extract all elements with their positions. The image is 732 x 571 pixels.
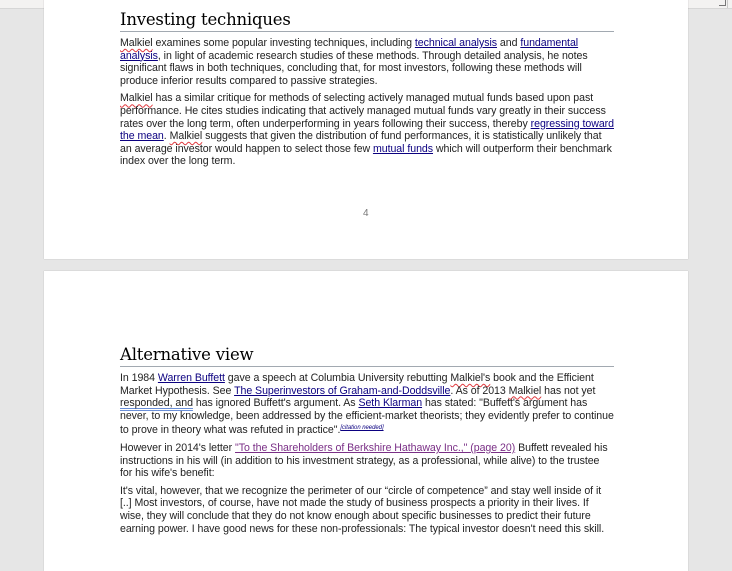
text: and (497, 37, 521, 49)
document-page-5[interactable] (44, 271, 688, 571)
text: which will outperform their benchmark index over the long term. (120, 142, 612, 168)
page-content (120, 10, 614, 168)
text: suggests that given the distribution of fund performances, it is statistically unlikely that an average investor would happen to select those few (120, 130, 602, 155)
link-technical-analysis[interactable]: technical analysis (414, 37, 498, 49)
link-fundamental-analysis[interactable]: fundamental analysis (120, 37, 579, 62)
styles-dialog-launcher-icon[interactable] (719, 0, 726, 6)
paragraph (120, 37, 614, 87)
text: . As of 2013 (450, 384, 509, 397)
link-regressing-toward-the-mean[interactable]: regressing toward the mean (120, 117, 614, 143)
document-page-4[interactable] (44, 0, 688, 259)
citation-needed (340, 425, 383, 431)
page-number: 4 (363, 208, 369, 219)
misspelled-word[interactable]: Malkiel (169, 130, 203, 143)
misspelled-word[interactable]: Malkiel (120, 37, 153, 49)
text: has ignored Buffett's argument. As (192, 397, 359, 410)
text: , in light of academic research studies of these methods. Through detailed analysis, he notes significant flaws in both techniques, concluding that, for most investors, following these methods will produce inferior results compared to passive strategies. (120, 49, 588, 87)
text: has stated: "Buffett's argument has never, to my knowledge, been addressed by the efficient-market theorists; they evidently prefer to continue to prove in theory what was refuted in practice". (120, 397, 614, 437)
text: . (163, 130, 170, 143)
text: has a similar critique for methods of selecting actively managed mutual funds based upon past performance. He cites studies indicating that actively managed mutual funds vary greatly in their success rates over the long term, often underperforming in years following their success, thereby (120, 92, 606, 130)
text: However in 2014's letter (120, 441, 236, 454)
page-content (120, 345, 614, 535)
ribbon-separator (727, 0, 728, 8)
text: examines some popular investing techniques, including (152, 37, 415, 49)
text: gave a speech at Columbia University rebutting (224, 372, 451, 384)
grammar-flag[interactable]: responded, and (120, 397, 193, 410)
text: has not yet (541, 384, 596, 397)
link-warren-buffett[interactable]: Warren Buffett (157, 372, 225, 384)
paragraph (120, 442, 614, 480)
misspelled-word[interactable]: Malkiel (508, 384, 542, 397)
quote-paragraph: It's vital, however, that we recognize the perimeter of our “circle of competence” and stay well inside of it [..] Most investors, of course, have not made the study of business prospects a priority in their lives. If wise, they will conclude that they do not know enough about specific businesses to predict their future earning power. I have good news for these non-professionals: The typical investor doesn't need this skill. (120, 484, 605, 535)
link-seth-klarman[interactable]: Seth Klarman (358, 397, 423, 410)
link-mutual-funds[interactable]: mutual funds (372, 142, 434, 155)
paragraph (120, 372, 614, 437)
link-berkshire-letter[interactable]: "To the Shareholders of Berkshire Hathaway Inc.," (page 20) (235, 441, 516, 454)
text: Buffett revealed his instructions in his will (in addition to his investment strategy, as a professional, while alive) to the trustee for his wife's benefit: (120, 441, 608, 480)
text: In 1984 (120, 372, 158, 384)
paragraph (120, 92, 614, 168)
link-citation-needed[interactable]: [citation needed] (340, 425, 384, 432)
section-heading-alternative-view: Alternative view (120, 345, 614, 367)
section-heading-investing-techniques: Investing techniques (120, 10, 614, 32)
misspelled-word[interactable]: Malkiel's (450, 372, 491, 384)
link-superinvestors[interactable]: The Superinvestors of Graham-and-Doddsville (234, 384, 451, 397)
misspelled-word[interactable]: Malkiel (120, 92, 153, 105)
text: book and the Efficient Market Hypothesis. See (120, 372, 594, 397)
